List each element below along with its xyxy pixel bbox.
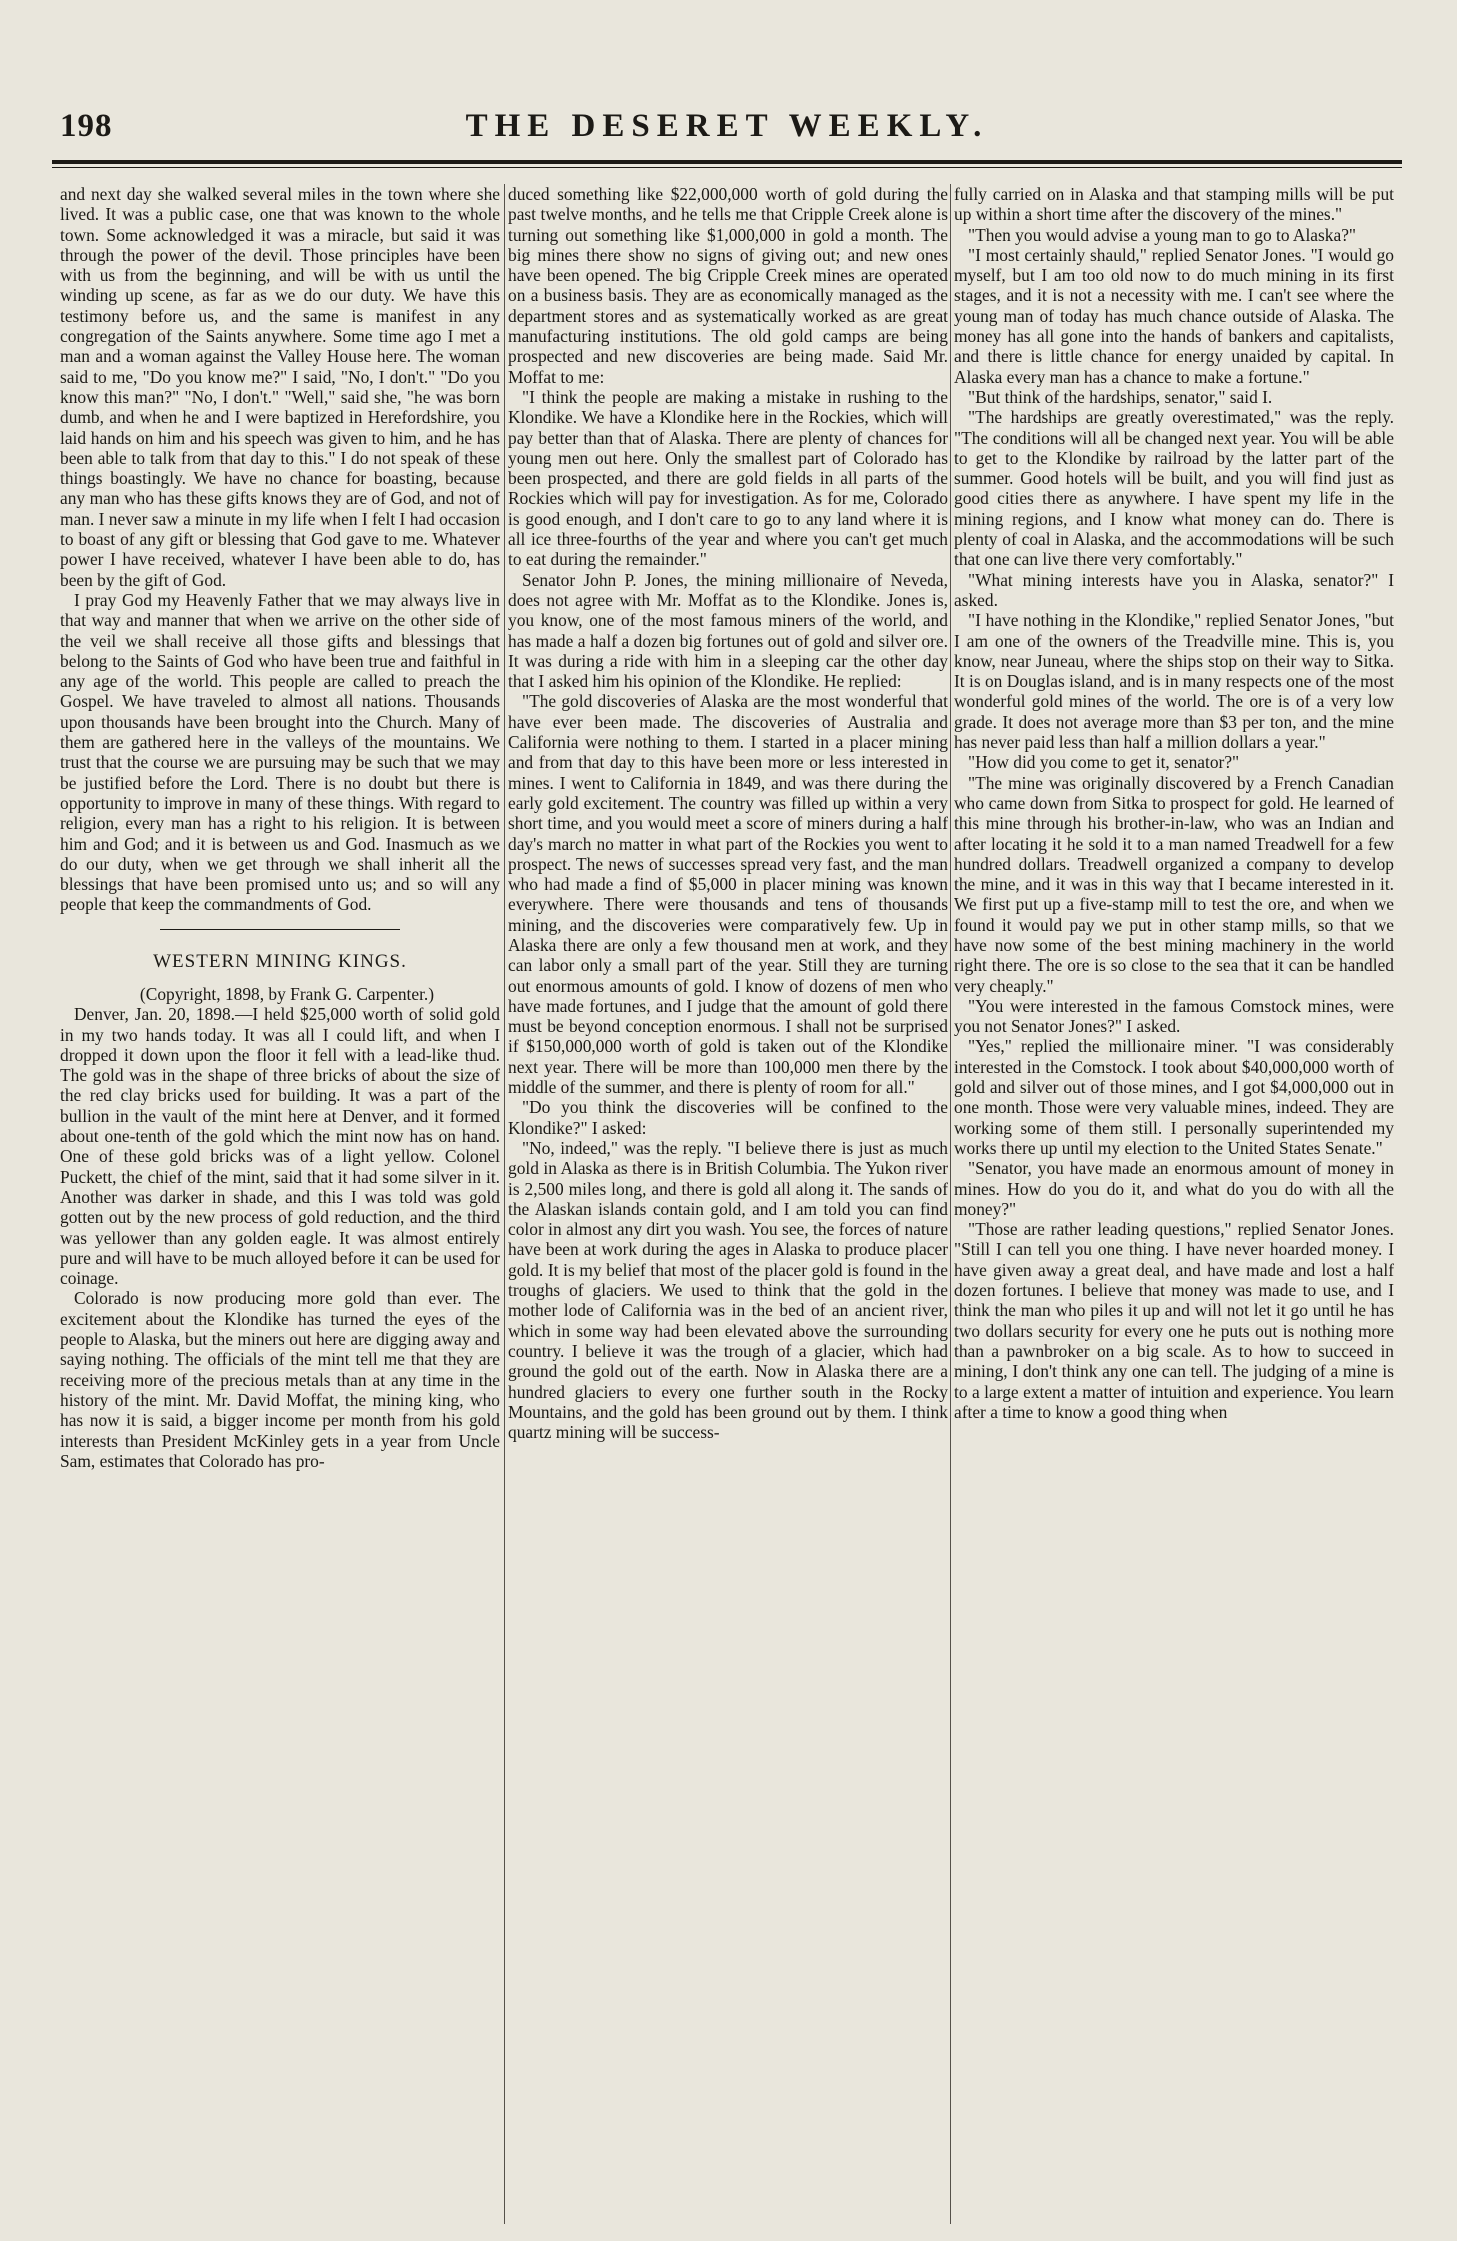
page-header [52, 108, 1402, 150]
page-number: 198 [60, 108, 113, 144]
paragraph: "I have nothing in the Klondike," replied Senator Jones, "but I am one of the owners of the Treadville mine. This is, you know, near Juneau, where the ships stop on their way to Sitka. It is on Douglas island, and is in many respects one of the most wonderful gold mines of the world. The ore is of a very low grade. It does not average more than $3 per ton, and the mine has never paid less than half a million dollars a year." [954, 610, 1394, 753]
article-headline: WESTERN MINING KINGS. [153, 950, 407, 972]
paragraph: "Yes," replied the millionaire miner. "I was considerably interested in the Comstock. I took about $40,000,000 worth of gold and silver out of those mines, and I got $4,000,000 out in one month. Those were very valuable mines, indeed. They are working some of them still. I personally superintended my works there up until my election to the United States Senate." [954, 1036, 1394, 1158]
column-2 [508, 184, 948, 2224]
paragraph: "I think the people are making a mistake in rushing to the Klondike. We have a Klondike here in the Rockies, which will pay better than that of Alaska. There are plenty of chances for young men out here. Only the smallest part of Colorado has been prospected, and there are gold fields in all parts of the Rockies which will pay for investigation. As for me, Colorado is good enough, and I don't care to go to any land where it is all ice three-fourths of the year and where you can't get much to eat during the remainder." [508, 386, 948, 570]
paragraph: "The gold discoveries of Alaska are the most wonderful that have ever been made. The discoveries of Australia and California were nothing to them. I started in a placer mining and from that day to this have been more or less interested in mines. I went to California in 1849, and was there during the early gold excitement. The country was filled up within a very short time, and you would meet a score of miners during a half day's march no matter in what part of the Rockies you went to prospect. The news of successes spread very fast, and the man who had made a find of $5,000 in placer mining was known everywhere. There were thousands and tens of thousands mining, and the discoveries were comparatively few. Up in Alaska there are only a few thousand men at work, and they can labor only a small part of the year. Still they are turning out enormous amounts of gold. I know of dozens of men who have made fortunes, and I judge that the amount of gold there must be beyond conception enormous. I shall not be surprised if $150,000,000 worth of gold is taken out of the Klondike next year. There will be more than 100,000 men there by the middle of the summer, and there is plenty of room for all." [508, 691, 948, 1098]
paragraph: "No, indeed," was the reply. "I believe there is just as much gold in Alaska as there is in British Columbia. The Yukon river is 2,500 miles long, and there is gold all along it. The sands of the Alaskan islands contain gold, and I am told you can find color in almost any dirt you wash. You see, the forces of nature have been at work during the ages in Alaska to produce placer gold. It is my belief that most of the placer gold is found in the troughs of glaciers. We used to think that the gold in the mother lode of California was in the bed of an ancient river, which in some way had been elevated above the surrounding country. I believe it was the trough of a glacier, which had ground the gold out of the earth. Now in Alaska there are a hundred glaciers to every one further south in the Rocky Mountains, and the gold has been ground out by them. I think quartz mining will be success- [508, 1137, 948, 1443]
paragraph: "What mining interests have you in Alaska, senator?" I asked. [954, 569, 1394, 610]
paragraph: Denver, Jan. 20, 1898.—I held $25,000 worth of solid gold in my two hands today. It was all I could lift, and when I dropped it down upon the floor it fell with a lead-like thud. The gold was in the shape of three bricks of about the size of the red clay bricks used for building. It was a part of the bullion in the vault of the mint here at Denver, and it formed about one-tenth of the gold which the mint now has on hand. One of these gold bricks was of a light yellow. Colonel Puckett, the chief of the mint, said that it had some silver in it. Another was darker in shade, and this I was told was gold gotten out by the new process of gold reduction, and the third was yellower than any golden eagle. It was almost entirely pure and will have to be much alloyed before it can be used for coinage. [60, 1004, 500, 1289]
paragraph: Colorado is now producing more gold than ever. The excitement about the Klondike has turned the eyes of the people to Alaska, but the miners out here are digging away and saying nothing. The officials of the mint tell me that they are receiving more of the precious metals than at any time in the history of the mint. Mr. David Moffat, the mining king, who has now it is said, a bigger income per month from his gold interests than President McKinley gets in a year from Uncle Sam, estimates that Colorado has pro- [60, 1288, 500, 1471]
paragraph: Senator John P. Jones, the mining millionaire of Neveda, does not agree with Mr. Moffat as to the Klondike. Jones is, you know, one of the most famous miners of the world, and has made a half a dozen big fortunes out of gold and silver ore. It was during a ride with him in a sleeping car the other day that I asked him his opinion of the Klondike. He replied: [508, 569, 948, 692]
paragraph: "But think of the hardships, senator," said I. [968, 386, 1273, 407]
header-rule [52, 160, 1402, 164]
column-divider [950, 184, 951, 2224]
column-divider [504, 184, 505, 2224]
section-rule [160, 929, 400, 930]
paragraph: and next day she walked several miles in the town where she lived. It was a public case, one that was known to the whole town. Some acknowledged it was a miracle, but said it was through the power of the devil. Those principles have been with us from the beginning, and will be with us until the winding up scene, as far as we do our duty. We have this testimony before us, and the same is manifest in any congregation of the Saints anywhere. Some time ago I met a man and a woman against the Valley House here. The woman said to me, "Do you know me?" I said, "No, I don't." "Do you know this man?" "No, I don't." "Well," said she, "he was born dumb, and when he and I were baptized in Herefordshire, you laid hands on him and his speech was given to him, and he has been able to talk from that day to this." I do not speak of these things boastingly. We have no chance for boasting, because any man who has these gifts knows they are of God, and not of man. I never saw a minute in my life when I felt I had occasion to boast of any gift or blessing that God gave to me. Whatever power I have received, whatever I have been able to do, has been by the gift of God. [60, 184, 500, 590]
paragraph: "Senator, you have made an enormous amount of money in mines. How do you do it, and what do you do with all the money?" [954, 1158, 1394, 1219]
masthead-title: THE DESERET WEEKLY. [465, 108, 989, 144]
paragraph: "The hardships are greatly overestimated," was the reply. "The conditions will all be changed next year. You will be able to get to the Klondike by railroad by the latter part of the summer. Good hotels will be built, and you will find just as good cities there as anywhere. I have spent my life in the mining regions, and I know what money can do. There is plenty of coal in Alaska, and the accommodations will be such that one can live there very comfortably." [954, 407, 1394, 570]
paragraph: "Do you think the discoveries will be confined to the Klondike?" I asked: [508, 1097, 948, 1138]
paragraph: "How did you come to get it, senator?" [968, 752, 1240, 773]
paragraph: "Then you would advise a young man to go to Alaska?" [968, 224, 1357, 245]
paragraph: "The mine was originally discovered by a French Canadian who came down from Sitka to prospect for gold. He learned of this mine through his brother-in-law, who was an Indian and after locating it he sold it to a man named Treadwell for a few hundred dollars. Treadwell organized a company to develop the mine, and it was in this way that I became interested in it. We first put up a five-stamp mill to test the ore, and when we found it would pay we put in other stamp mills, so that we have now some of the best mining machinery in the world right there. The ore is so close to the sea that it can be handled very cheaply." [954, 772, 1394, 996]
column-3 [954, 184, 1394, 2224]
column-1 [60, 184, 500, 2224]
article-byline: (Copyright, 1898, by Frank G. Carpenter.) [139, 983, 435, 1004]
header-rule-thin [52, 167, 1402, 168]
paragraph: "Those are rather leading questions," replied Senator Jones. "Still I can tell you one thing. I have never hoarded money. I have given away a great deal, and have made and lost a half dozen fortunes. I believe that money was made to use, and I think the man who piles it up and will not let it go until he has two dollars security for every one he puts out is nothing more than a pawnbroker on a big scale. As to how to succeed in mining, I don't think any one can tell. The judging of a mine is to a large extent a matter of intuition and experience. You learn after a time to know a good thing when [954, 1219, 1394, 1422]
paragraph: "I most certainly shauld," replied Senator Jones. "I would go myself, but I am too old now to do much mining in its first stages, and it is not a necessity with me. I can't see where the young man of today has much chance outside of Alaska. The money has all gone into the hands of bankers and capitalists, and there is little chance for energy unaided by capital. In Alaska every man has a chance to make a fortune." [954, 244, 1394, 387]
paragraph: "You were interested in the famous Comstock mines, were you not Senator Jones?" I asked. [954, 995, 1394, 1037]
paragraph: fully carried on in Alaska and that stamping mills will be put up within a short time after the discovery of the mines." [954, 184, 1394, 225]
paragraph: I pray God my Heavenly Father that we may always live in that way and manner that when we arrive on the other side of the veil we shall receive all those gifts and blessings that belong to the Saints of God who have been true and faithful in any age of the world. This people are called to preach the Gospel. We have traveled to almost all nations. Thousands upon thousands have been brought into the Church. Many of them are gathered here in the valleys of the mountains. We trust that the course we are pursuing may be such that we may be justified before the Lord. There is no doubt but there is opportunity to improve in many of these things. With regard to religion, every man has a right to his religion. It is between him and God; and it is between us and God. Inasmuch as we do our duty, when we get through we shall inherit all the blessings that have been promised unto us; and so will any people that keep the commandments of God. [60, 589, 500, 915]
paragraph: duced something like $22,000,000 worth of gold during the past twelve months, and he tells me that Cripple Creek alone is turning out something like $1,000,000 in gold a month. The big mines there show no signs of giving out; and new ones have been opened. The big Cripple Creek mines are operated on a business basis. They are as economically managed as the department stores and as systematically worked as are great manufacturing institutions. The old gold camps are being prospected and new discoveries are being made. Said Mr. Moffat to me: [508, 184, 948, 387]
